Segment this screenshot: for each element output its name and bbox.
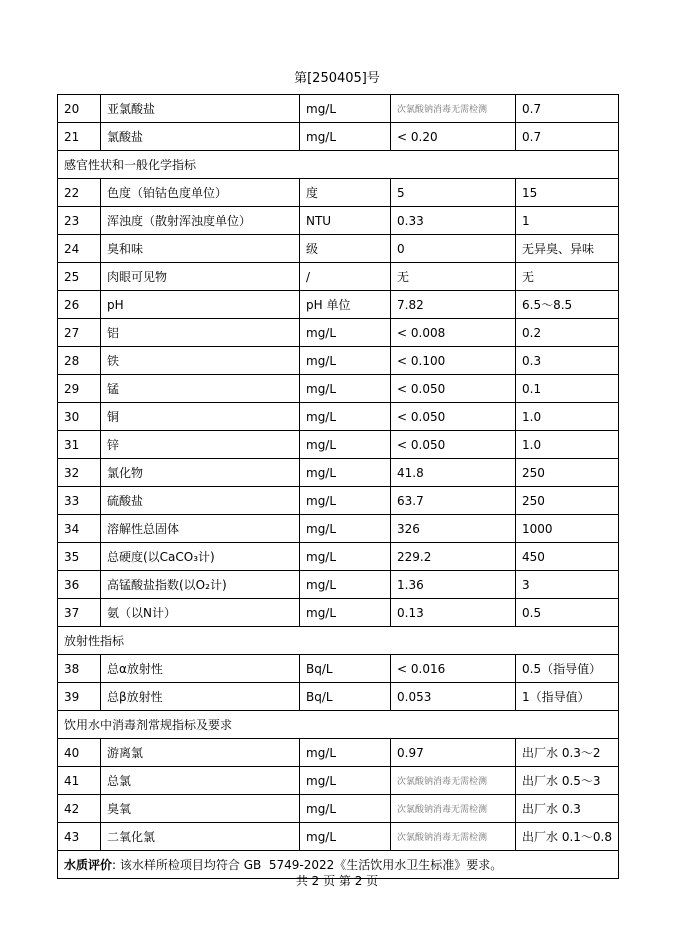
- cell-name: pH: [101, 291, 300, 319]
- table-row: [58, 95, 619, 123]
- cell-name: 浑浊度（散射浑浊度单位）: [101, 207, 300, 235]
- cell-value: 0.13: [391, 599, 516, 627]
- cell-unit: mg/L: [300, 543, 391, 571]
- cell-unit: Bq/L: [300, 655, 391, 683]
- cell-limit: 0.5（指导值）: [516, 655, 619, 683]
- table-row: [58, 487, 619, 515]
- cell-limit: 6.5～8.5: [516, 291, 619, 319]
- cell-unit: mg/L: [300, 599, 391, 627]
- cell-no: 20: [58, 95, 101, 123]
- cell-unit: pH 单位: [300, 291, 391, 319]
- table-row: [58, 291, 619, 319]
- cell-unit: mg/L: [300, 571, 391, 599]
- cell-no: 22: [58, 179, 101, 207]
- cell-unit: /: [300, 263, 391, 291]
- cell-no: 24: [58, 235, 101, 263]
- cell-unit: mg/L: [300, 487, 391, 515]
- cell-no: 32: [58, 459, 101, 487]
- cell-value: < 0.050: [391, 431, 516, 459]
- cell-limit: 250: [516, 487, 619, 515]
- cell-limit: 1.0: [516, 403, 619, 431]
- cell-no: 40: [58, 739, 101, 767]
- cell-unit: mg/L: [300, 515, 391, 543]
- cell-limit: 0.5: [516, 599, 619, 627]
- cell-limit: 1000: [516, 515, 619, 543]
- report-number: 第[250405]号: [294, 71, 380, 86]
- section-title: 感官性状和一般化学指标: [58, 151, 619, 179]
- cell-no: 39: [58, 683, 101, 711]
- cell-unit: mg/L: [300, 459, 391, 487]
- cell-no: 35: [58, 543, 101, 571]
- table-row: [58, 179, 619, 207]
- cell-name: 亚氯酸盐: [101, 95, 300, 123]
- table-row: [58, 795, 619, 823]
- cell-unit: mg/L: [300, 823, 391, 851]
- cell-limit: 1（指导值）: [516, 683, 619, 711]
- cell-limit: 出厂水 0.5～3: [516, 767, 619, 795]
- cell-limit: 450: [516, 543, 619, 571]
- cell-value: 41.8: [391, 459, 516, 487]
- cell-no: 25: [58, 263, 101, 291]
- cell-value: < 0.100: [391, 347, 516, 375]
- cell-name: 臭氧: [101, 795, 300, 823]
- cell-value: < 0.050: [391, 403, 516, 431]
- table-row: [58, 823, 619, 851]
- cell-value: 次氯酸钠消毒无需检测: [391, 767, 516, 795]
- section-title: 饮用水中消毒剂常规指标及要求: [58, 711, 619, 739]
- cell-name: 硫酸盐: [101, 487, 300, 515]
- cell-limit: 0.2: [516, 319, 619, 347]
- cell-no: 30: [58, 403, 101, 431]
- cell-no: 43: [58, 823, 101, 851]
- cell-unit: mg/L: [300, 123, 391, 151]
- cell-value: 63.7: [391, 487, 516, 515]
- cell-value: 次氯酸钠消毒无需检测: [391, 795, 516, 823]
- cell-value: < 0.016: [391, 655, 516, 683]
- table-row: [58, 683, 619, 711]
- cell-unit: mg/L: [300, 95, 391, 123]
- cell-no: 41: [58, 767, 101, 795]
- cell-unit: Bq/L: [300, 683, 391, 711]
- cell-limit: 15: [516, 179, 619, 207]
- cell-limit: 0.7: [516, 123, 619, 151]
- cell-name: 高锰酸盐指数(以O₂计): [101, 571, 300, 599]
- cell-value: 1.36: [391, 571, 516, 599]
- cell-unit: mg/L: [300, 767, 391, 795]
- cell-value: 7.82: [391, 291, 516, 319]
- cell-name: 游离氯: [101, 739, 300, 767]
- cell-unit: mg/L: [300, 319, 391, 347]
- cell-name: 铝: [101, 319, 300, 347]
- page-number-footer: 共 2 页 第 2 页: [295, 874, 379, 888]
- cell-value: 0.33: [391, 207, 516, 235]
- cell-unit: mg/L: [300, 347, 391, 375]
- cell-unit: mg/L: [300, 739, 391, 767]
- cell-no: 29: [58, 375, 101, 403]
- cell-name: 锌: [101, 431, 300, 459]
- cell-no: 21: [58, 123, 101, 151]
- table-row: [58, 235, 619, 263]
- cell-value: < 0.050: [391, 375, 516, 403]
- cell-name: 溶解性总固体: [101, 515, 300, 543]
- section-row: [58, 711, 619, 739]
- cell-name: 臭和味: [101, 235, 300, 263]
- cell-name: 色度（铂钴色度单位）: [101, 179, 300, 207]
- table-row: [58, 599, 619, 627]
- cell-name: 总氯: [101, 767, 300, 795]
- cell-limit: 出厂水 0.3～2: [516, 739, 619, 767]
- cell-limit: 250: [516, 459, 619, 487]
- cell-no: 27: [58, 319, 101, 347]
- section-row: [58, 627, 619, 655]
- table-row: [58, 431, 619, 459]
- cell-no: 42: [58, 795, 101, 823]
- cell-unit: mg/L: [300, 375, 391, 403]
- table-row: [58, 515, 619, 543]
- cell-unit: NTU: [300, 207, 391, 235]
- cell-name: 锰: [101, 375, 300, 403]
- section-row: [58, 151, 619, 179]
- table-row: [58, 347, 619, 375]
- table-row: [58, 543, 619, 571]
- cell-no: 38: [58, 655, 101, 683]
- table-row: [58, 459, 619, 487]
- cell-value: 0: [391, 235, 516, 263]
- cell-name: 二氧化氯: [101, 823, 300, 851]
- cell-limit: 无: [516, 263, 619, 291]
- evaluation-text: : 该水样所检项目均符合 GB 5749-2022《生活饮用水卫生标准》要求。: [112, 858, 503, 872]
- table-row: [58, 263, 619, 291]
- cell-limit: 无异臭、异味: [516, 235, 619, 263]
- table-row: [58, 655, 619, 683]
- cell-no: 37: [58, 599, 101, 627]
- cell-no: 28: [58, 347, 101, 375]
- cell-limit: 0.7: [516, 95, 619, 123]
- cell-unit: 度: [300, 179, 391, 207]
- cell-limit: 0.1: [516, 375, 619, 403]
- table-row: [58, 739, 619, 767]
- table-row: [58, 375, 619, 403]
- table-row: [58, 123, 619, 151]
- cell-value: 326: [391, 515, 516, 543]
- cell-limit: 1.0: [516, 431, 619, 459]
- cell-value: 229.2: [391, 543, 516, 571]
- cell-name: 氯酸盐: [101, 123, 300, 151]
- cell-unit: mg/L: [300, 403, 391, 431]
- cell-name: 肉眼可见物: [101, 263, 300, 291]
- cell-value: 5: [391, 179, 516, 207]
- cell-no: 23: [58, 207, 101, 235]
- cell-value: 次氯酸钠消毒无需检测: [391, 823, 516, 851]
- cell-value: < 0.20: [391, 123, 516, 151]
- cell-name: 总硬度(以CaCO₃计): [101, 543, 300, 571]
- cell-name: 总α放射性: [101, 655, 300, 683]
- cell-value: 0.053: [391, 683, 516, 711]
- water-quality-table: [57, 94, 619, 879]
- cell-unit: 级: [300, 235, 391, 263]
- cell-limit: 0.3: [516, 347, 619, 375]
- cell-no: 31: [58, 431, 101, 459]
- cell-no: 36: [58, 571, 101, 599]
- cell-value: 次氯酸钠消毒无需检测: [391, 95, 516, 123]
- table-row: [58, 571, 619, 599]
- evaluation-label: 水质评价: [64, 858, 113, 872]
- cell-no: 33: [58, 487, 101, 515]
- cell-limit: 出厂水 0.1～0.8: [516, 823, 619, 851]
- cell-name: 铜: [101, 403, 300, 431]
- cell-limit: 出厂水 0.3: [516, 795, 619, 823]
- section-title: 放射性指标: [58, 627, 619, 655]
- cell-name: 总β放射性: [101, 683, 300, 711]
- cell-name: 铁: [101, 347, 300, 375]
- cell-no: 26: [58, 291, 101, 319]
- cell-name: 氯化物: [101, 459, 300, 487]
- table-row: [58, 767, 619, 795]
- table-row: [58, 403, 619, 431]
- cell-unit: mg/L: [300, 795, 391, 823]
- cell-value: 无: [391, 263, 516, 291]
- cell-limit: 1: [516, 207, 619, 235]
- cell-value: 0.97: [391, 739, 516, 767]
- cell-value: < 0.008: [391, 319, 516, 347]
- table-row: [58, 207, 619, 235]
- cell-unit: mg/L: [300, 431, 391, 459]
- cell-no: 34: [58, 515, 101, 543]
- cell-limit: 3: [516, 571, 619, 599]
- cell-name: 氨（以N计）: [101, 599, 300, 627]
- table-row: [58, 319, 619, 347]
